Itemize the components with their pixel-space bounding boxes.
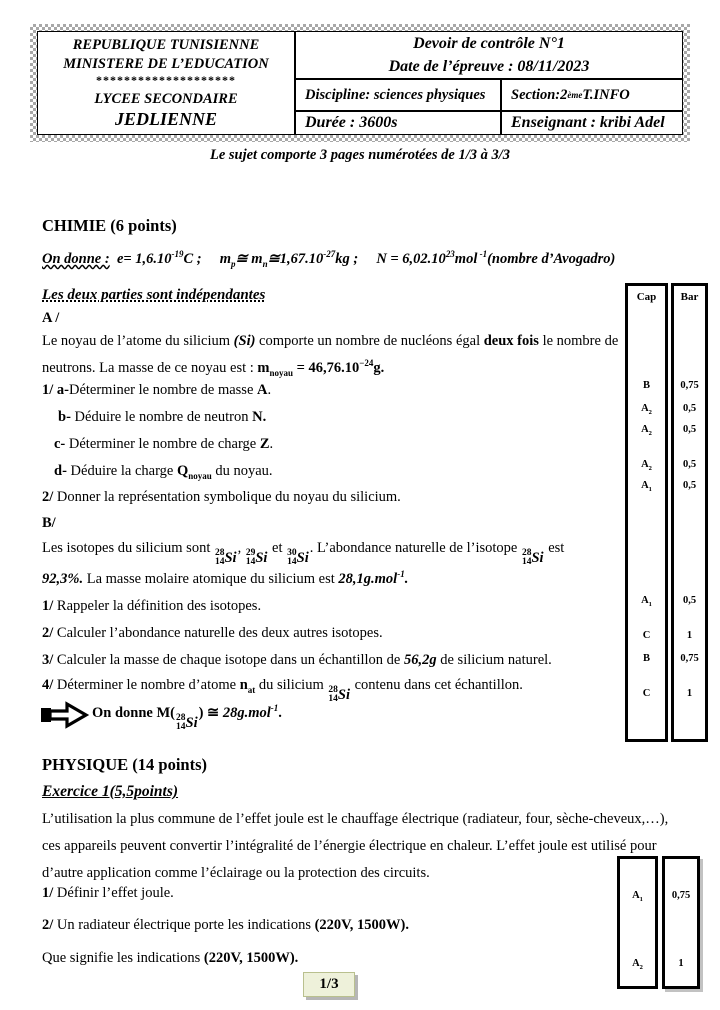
isotope-notation: 28 14 Si — [328, 685, 350, 704]
question-p1: 1/ Définir l’effet joule. — [42, 885, 174, 901]
school-city-line: JEDLIENNE — [114, 109, 217, 129]
republic-line: REPUBLIQUE TUNISIENNE — [72, 37, 260, 53]
header-table — [37, 31, 683, 135]
chimie-heading: CHIMIE (6 points) — [42, 216, 177, 235]
cap-cell: $A_1$ — [641, 595, 652, 609]
isotope-notation: 30 14 Si — [287, 548, 309, 567]
exam-date: Date de l’épreuve : 08/11/2023 — [388, 58, 590, 75]
question-1d: d- Déduire la charge $Q_{noyau}$ du noyau. — [54, 463, 273, 481]
header-table-decorative-border — [30, 24, 690, 142]
bar-cell: 1 — [686, 688, 693, 699]
bar-cell: 0,75 — [680, 380, 699, 391]
physique-bar-column — [662, 856, 700, 989]
part-a-label: A / — [42, 310, 60, 326]
bar-cell: 0,5 — [682, 459, 697, 470]
cap-cell: B — [642, 653, 650, 664]
isotope-notation: 28 14 Si — [176, 713, 198, 732]
exam-title-cell — [296, 32, 682, 80]
duration-cell: Durée : 3600s — [296, 112, 502, 134]
header-right-cells — [296, 32, 682, 134]
header-row-duration — [296, 112, 682, 134]
cap-cell: $A_2$ — [641, 403, 652, 417]
bar-cell: 0,5 — [682, 595, 697, 606]
pages-note: Le sujet comporte 3 pages numérotées de 1/3 à 3/3 — [209, 147, 511, 163]
part-a-paragraph: Le noyau de l’atome du silicium (Si) comporte un nombre de nucléons égal deux fois le nombre de neutrons. La masse de ce noyau est : $m_{noyau} = 46,76.10^{-24}g$. — [42, 333, 619, 378]
exercice-1-heading: Exercice 1(5,5points) — [42, 783, 179, 800]
question-1a: 1/ a-Déterminer le nombre de masse A. — [42, 382, 272, 398]
question-2: 2/ Donner la représentation symbolique du noyau du silicium. — [42, 489, 401, 505]
bar-cell: 1 — [678, 958, 684, 969]
teacher-cell: Enseignant : kribi Adel — [511, 114, 665, 131]
chimie-cap-column — [625, 283, 668, 742]
physique-cap-column — [617, 856, 658, 989]
section-prefix: Section:2 — [511, 86, 568, 103]
isotope-notation: 28 14 Si — [521, 548, 544, 567]
question-1b: b- Déduire le nombre de neutron N. — [58, 409, 267, 425]
bar-cell: 0,5 — [682, 403, 697, 414]
bar-header: Bar — [680, 291, 699, 303]
discipline-cell: Discipline: sciences physiques — [296, 80, 502, 110]
arrow-note-line: On donne M( 28 14 Si ) ≅ 28g.mol$^{-1}$. — [92, 700, 282, 737]
cap-cell: $A_1$ — [641, 480, 652, 494]
cap-cell: $A_2$ — [632, 958, 643, 972]
section-cell: Section:2 ème T.INFO — [511, 86, 630, 103]
bar-cell: 0,75 — [671, 890, 691, 901]
school-name-line: LYCEE SECONDAIRE — [94, 91, 238, 107]
isotope-notation: 28 14 Si — [214, 548, 237, 567]
ministry-line: MINISTERE DE L’EDUCATION — [63, 56, 269, 72]
isotope-notation: 29 14 Si — [245, 548, 268, 567]
bar-cell: 0,5 — [682, 480, 697, 491]
header-school-cell — [38, 32, 296, 134]
cap-cell: $A_1$ — [632, 890, 643, 904]
header-row-discipline — [296, 80, 682, 112]
block-arrow-svg — [40, 700, 90, 730]
cap-cell: $A_2$ — [641, 424, 652, 438]
page-number-badge: 1/3 — [303, 972, 355, 997]
block-arrow-icon — [40, 700, 90, 730]
question-1c: c- Déterminer le nombre de charge Z. — [54, 436, 274, 452]
physique-heading: PHYSIQUE (14 points) — [42, 755, 208, 774]
question-b3: 3/ Calculer la masse de chaque isotope dans un échantillon de 56,2g de silicium naturel. — [42, 652, 552, 668]
question-b2: 2/ Calculer l’abondance naturelle des deux autres isotopes. — [42, 625, 383, 641]
cap-header: Cap — [636, 291, 657, 303]
cap-cell: C — [642, 630, 651, 641]
exam-title: Devoir de contrôle N°1 — [413, 35, 565, 52]
cap-cell: B — [642, 380, 650, 391]
chimie-bar-column — [671, 283, 708, 742]
bar-cell: 0,5 — [682, 424, 697, 435]
exercice-1-intro: L’utilisation la plus commune de l’effet joule est le chauffage électrique (radiateur, four, sèche-cheveux,…), ces appareils peuvent convertir l’intégralité de l’énergie électrique en chaleur. L’effet joule est utilisé pour d’autre application comme l’éclairage ou la protection des circuits. — [42, 811, 669, 881]
question-p3: Que signifie les indications (220V, 1500W). — [42, 950, 299, 966]
bar-cell: 1 — [686, 630, 693, 641]
part-b-abundance-line: 92,3%. La masse molaire atomique du silicium est 28,1g.mol$^{-1}$. — [42, 569, 409, 587]
part-b-isotopes-line: Les isotopes du silicium sont 28 14 Si , 29 14 Si et 30 14 Si . L’abondance naturelle de l’isotope 28 14 Si est — [42, 535, 628, 572]
cap-cell: C — [642, 688, 651, 699]
stars-divider: ******************** — [96, 73, 236, 87]
chimie-independence-note: Les deux parties sont indépendantes — [42, 287, 266, 303]
cap-cell: $A_2$ — [641, 459, 652, 473]
question-p2: 2/ Un radiateur électrique porte les indications (220V, 1500W). — [42, 917, 409, 933]
section-suffix: T.INFO — [582, 86, 630, 103]
part-b-label: B/ — [42, 515, 56, 531]
bar-cell: 0,75 — [680, 653, 699, 664]
chimie-given-data: On donne : $e= 1,6.10^{-19}C$ ; $m_p≅$ $m_n≅1,67.10^{-27}kg$ ; $N = 6,02.10^{23}mol$ $^{-1}$(nombre d’Avogadro) — [42, 249, 616, 269]
question-b1: 1/ Rappeler la définition des isotopes. — [42, 598, 262, 614]
question-b4: 4/ Déterminer le nombre d’atome $n_{at}$ du silicium 28 14 Si contenu dans cet échantillon. — [42, 672, 523, 709]
